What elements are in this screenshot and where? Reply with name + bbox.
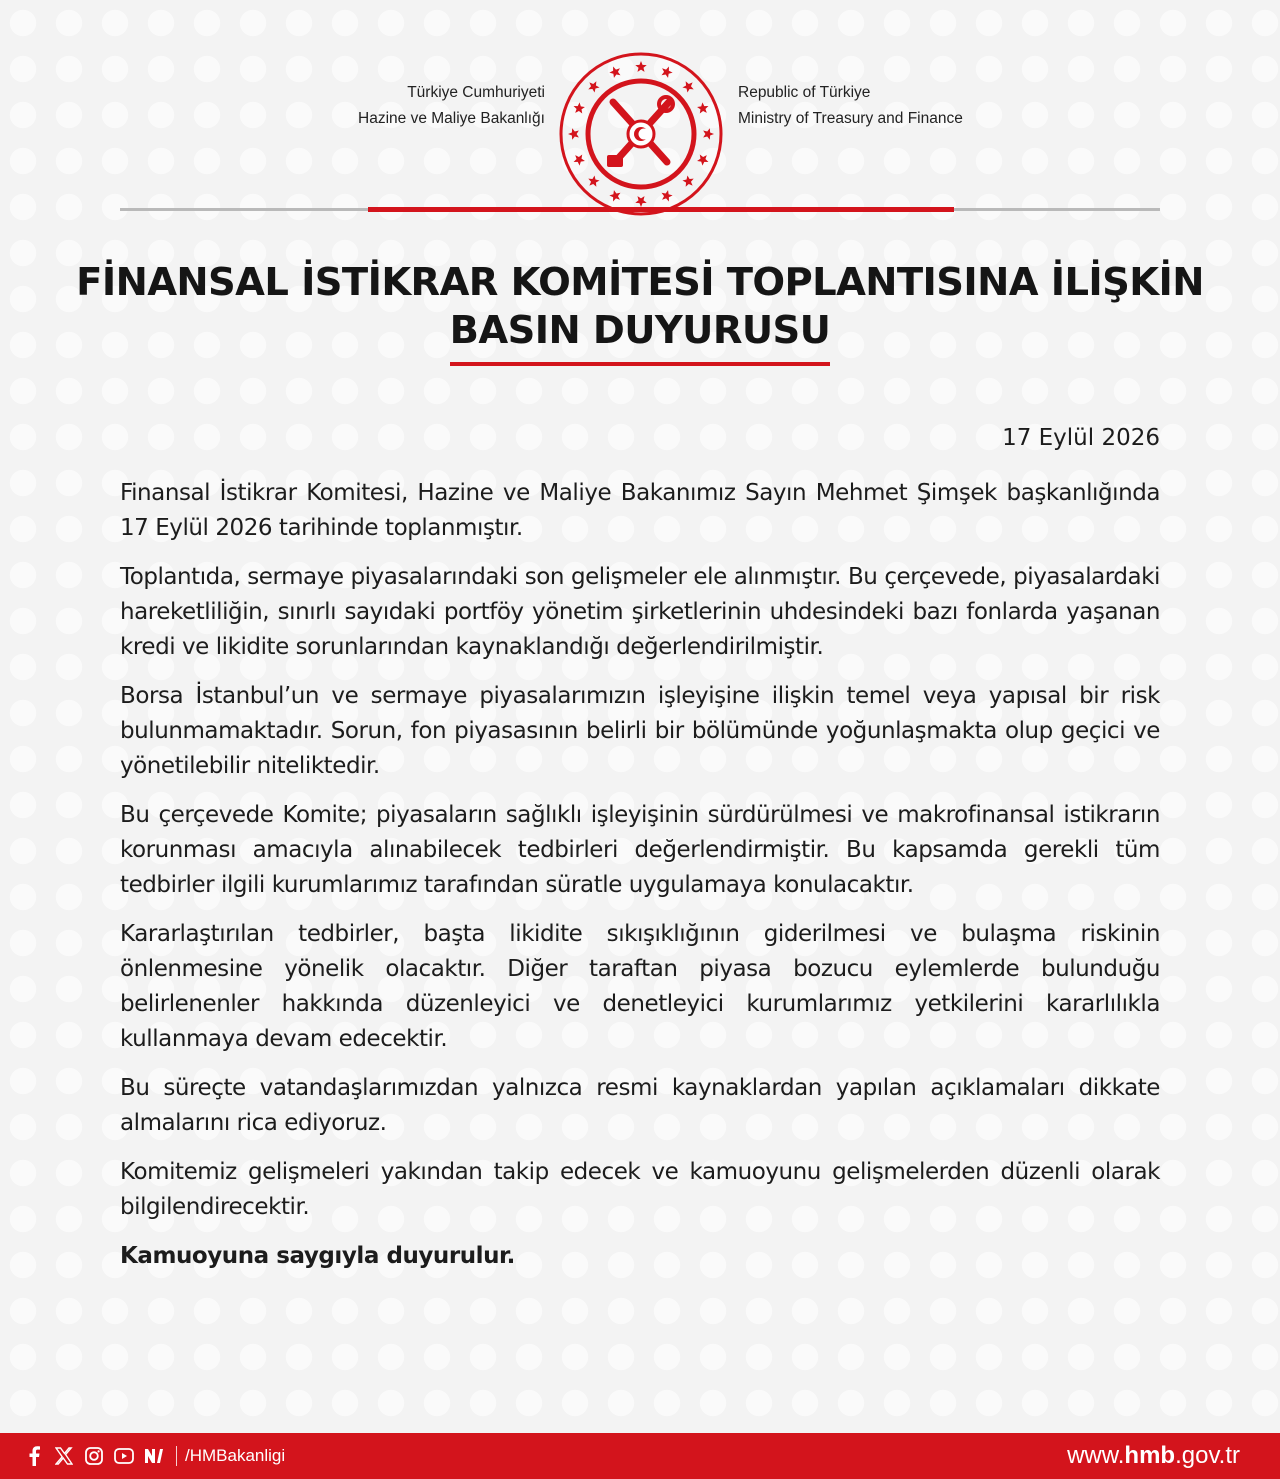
paragraph: Borsa İstanbul’un ve sermaye piyasalarımızın işleyişine ilişkin temel veya yapısal bir risk bulunmamaktadır. Sorun, fon piyasasının belirli bir bölümünde yoğunlaşmakta olup geçici ve yönetilebilir niteliktedir. — [120, 683, 1160, 779]
header-divider-accent — [368, 207, 954, 212]
x-icon[interactable] — [54, 1446, 74, 1466]
paragraph: Toplantıda, sermaye piyasalarındaki son gelişmeler ele alınmıştır. Bu çerçevede, piyasalardaki hareketliliğin, sınırlı sayıdaki portföy yönetim şirketlerinin uhdesindeki bazı fonlarda yaşanan kredi ve likidite sorunlarından kaynaklandığı değerlendirilmiştir. — [120, 564, 1160, 660]
emblem-star — [635, 61, 646, 72]
page-title: FİNANSAL İSTİKRAR KOMİTESİ TOPLANTISINA İLİŞKİN — [76, 260, 1204, 305]
page-subtitle — [0, 306, 1280, 366]
youtube-icon[interactable] — [114, 1446, 134, 1466]
social-handle[interactable]: /HMBakanligi — [176, 1446, 285, 1466]
closing-statement: Kamuoyuna saygıyla duyurulur. — [120, 1243, 515, 1269]
nsosyal-icon[interactable] — [144, 1446, 164, 1466]
website-link[interactable] — [1067, 1442, 1240, 1470]
header-right-text — [738, 80, 963, 132]
footer-bar — [0, 1433, 1280, 1479]
paragraph: Komitemiz gelişmeleri yakından takip edecek ve kamuoyunu gelişmelerden düzenli olarak bilgilendirecektir. — [120, 1159, 1160, 1220]
header-left-line2: Hazine ve Maliye Bakanlığı — [358, 110, 545, 127]
release-body — [120, 476, 1160, 1288]
emblem-star — [697, 155, 708, 166]
website-suffix: .gov.tr — [1175, 1442, 1240, 1469]
emblem-star — [609, 190, 620, 201]
emblem-star — [588, 81, 599, 92]
emblem-star — [588, 175, 599, 186]
paragraph: Kararlaştırılan tedbirler, başta likidite sıkışıklığının giderilmesi ve bulaşma riskinin önlenmesine yönelik olacaktır. Diğer taraftan piyasa bozucu eylemlerde bulunduğu belirlenenler hakkında düzenleyici ve denetleyici kurumlarımız yetkilerini kararlılıkla kullanmaya devam edecektir. — [120, 921, 1160, 1052]
website-domain: hmb — [1124, 1442, 1176, 1469]
emblem-star — [635, 196, 646, 207]
emblem-star — [682, 175, 693, 186]
header-left-text — [358, 80, 545, 132]
paragraph: Finansal İstikrar Komitesi, Hazine ve Maliye Bakanımız Sayın Mehmet Şimşek başkanlığında 17 Eylül 2026 tarihinde toplanmıştır. — [120, 480, 1160, 541]
paragraph: Bu çerçevede Komite; piyasaların sağlıklı işleyişinin sürdürülmesi ve makrofinansal istikrarın korunması amacıyla alınabilecek tedbirleri değerlendirmiştir. Bu kapsamda gerekli tüm tedbirler ilgili kurumlarımız tarafından süratle uygulamaya konulacaktır. — [120, 802, 1160, 898]
emblem-star — [662, 190, 673, 201]
emblem-star — [574, 102, 585, 113]
emblem-star — [703, 128, 714, 139]
header — [0, 30, 1280, 200]
ministry-emblem-icon — [553, 46, 729, 222]
header-right-line2: Ministry of Treasury and Finance — [738, 110, 963, 127]
release-date: 17 Eylül 2026 — [1002, 425, 1160, 451]
emblem-star — [574, 155, 585, 166]
header-right-line1: Republic of Türkiye — [738, 84, 871, 101]
header-left-line1: Türkiye Cumhuriyeti — [407, 84, 545, 101]
facebook-icon[interactable] — [24, 1446, 44, 1466]
emblem-star — [682, 81, 693, 92]
emblem-star — [697, 102, 708, 113]
instagram-icon[interactable] — [84, 1446, 104, 1466]
paragraph: Bu süreçte vatandaşlarımızdan yalnızca resmi kaynaklardan yapılan açıklamaları dikkate almalarını rica ediyoruz. — [120, 1075, 1160, 1136]
emblem-star — [609, 67, 620, 78]
website-prefix: www. — [1067, 1442, 1125, 1469]
social-links — [24, 1444, 285, 1468]
emblem-star — [662, 67, 673, 78]
emblem-star — [568, 128, 579, 139]
page-subtitle-text: BASIN DUYURUSU — [450, 306, 831, 366]
